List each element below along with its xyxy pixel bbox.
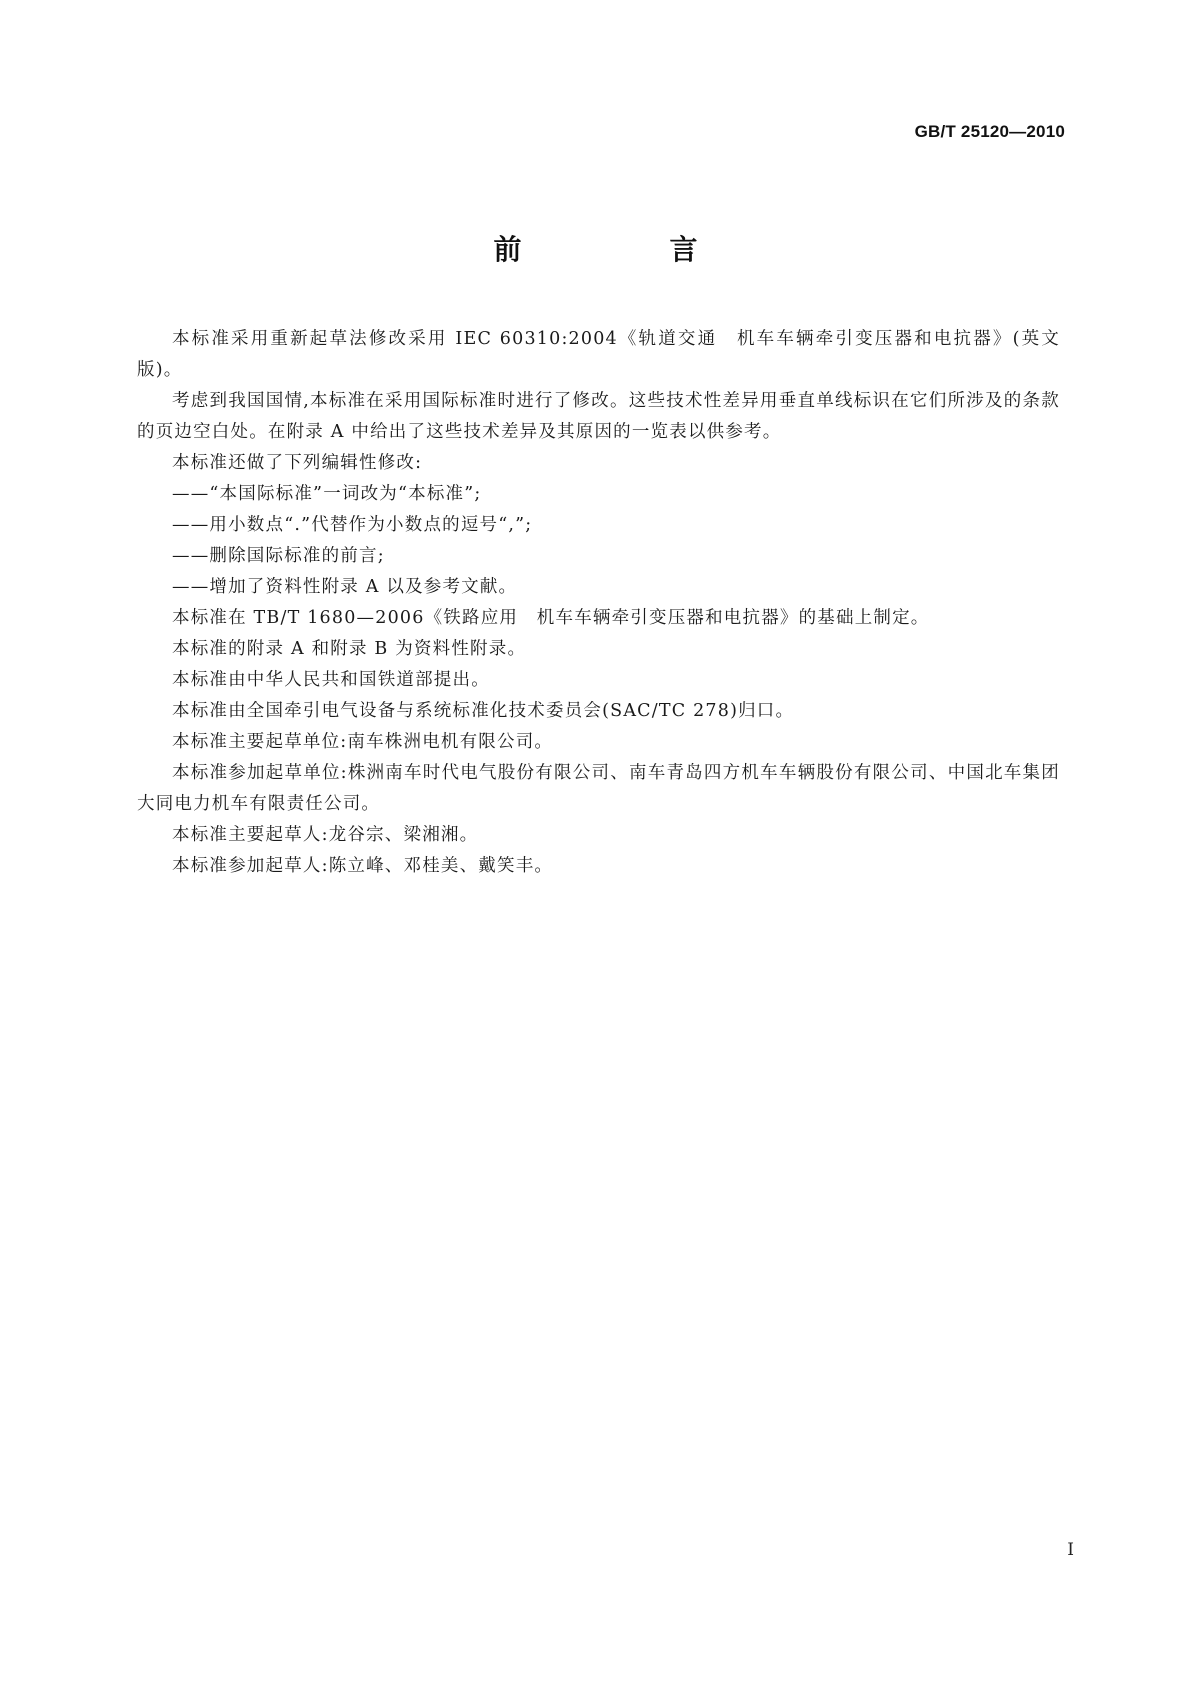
- standard-code: GB/T 25120—2010: [914, 122, 1065, 141]
- preface-body: [137, 324, 1060, 882]
- paragraph-participating-drafters: 本标准参加起草人:陈立峰、邓桂美、戴笑丰。: [172, 856, 554, 876]
- paragraph-basis: 本标准在 TB/T 1680—2006《铁路应用 机车车辆牵引变压器和电抗器》的基础上制定。: [172, 608, 930, 628]
- paragraph-main-drafting-unit: 本标准主要起草单位:南车株洲电机有限公司。: [172, 732, 554, 752]
- paragraph-committee: 本标准由全国牵引电气设备与系统标准化技术委员会(SAC/TC 278)归口。: [172, 701, 795, 721]
- paragraph-editorial-intro: 本标准还做了下列编辑性修改:: [172, 453, 423, 473]
- paragraph-main-drafters: 本标准主要起草人:龙谷宗、梁湘湘。: [172, 825, 479, 845]
- paragraph-participating-units: 本标准参加起草单位:株洲南车时代电气股份有限公司、南车青岛四方机车车辆股份有限公司、中国北车集团大同电力机车有限责任公司。: [137, 763, 1060, 814]
- paragraph-technical-differences: 考虑到我国国情,本标准在采用国际标准时进行了修改。这些技术性差异用垂直单线标识在它们所涉及的条款的页边空白处。在附录 A 中给出了这些技术差异及其原因的一览表以供参考。: [137, 391, 1060, 442]
- paragraph-annexes: 本标准的附录 A 和附录 B 为资料性附录。: [172, 639, 527, 659]
- list-item-editorial-4: ——增加了资料性附录 A 以及参考文献。: [172, 577, 518, 597]
- paragraph-proposer: 本标准由中华人民共和国铁道部提出。: [172, 670, 490, 690]
- page-title: 前 言: [493, 233, 758, 266]
- paragraph-adoption: 本标准采用重新起草法修改采用 IEC 60310:2004《轨道交通 机车车辆牵引变压器和电抗器》(英文版)。: [137, 329, 1060, 380]
- list-item-editorial-3: ——删除国际标准的前言;: [172, 546, 385, 566]
- page-number: I: [1067, 1540, 1074, 1560]
- list-item-editorial-1: ——“本国际标准”一词改为“本标准”;: [172, 484, 482, 504]
- list-item-editorial-2: ——用小数点“.”代替作为小数点的逗号“,”;: [172, 515, 533, 535]
